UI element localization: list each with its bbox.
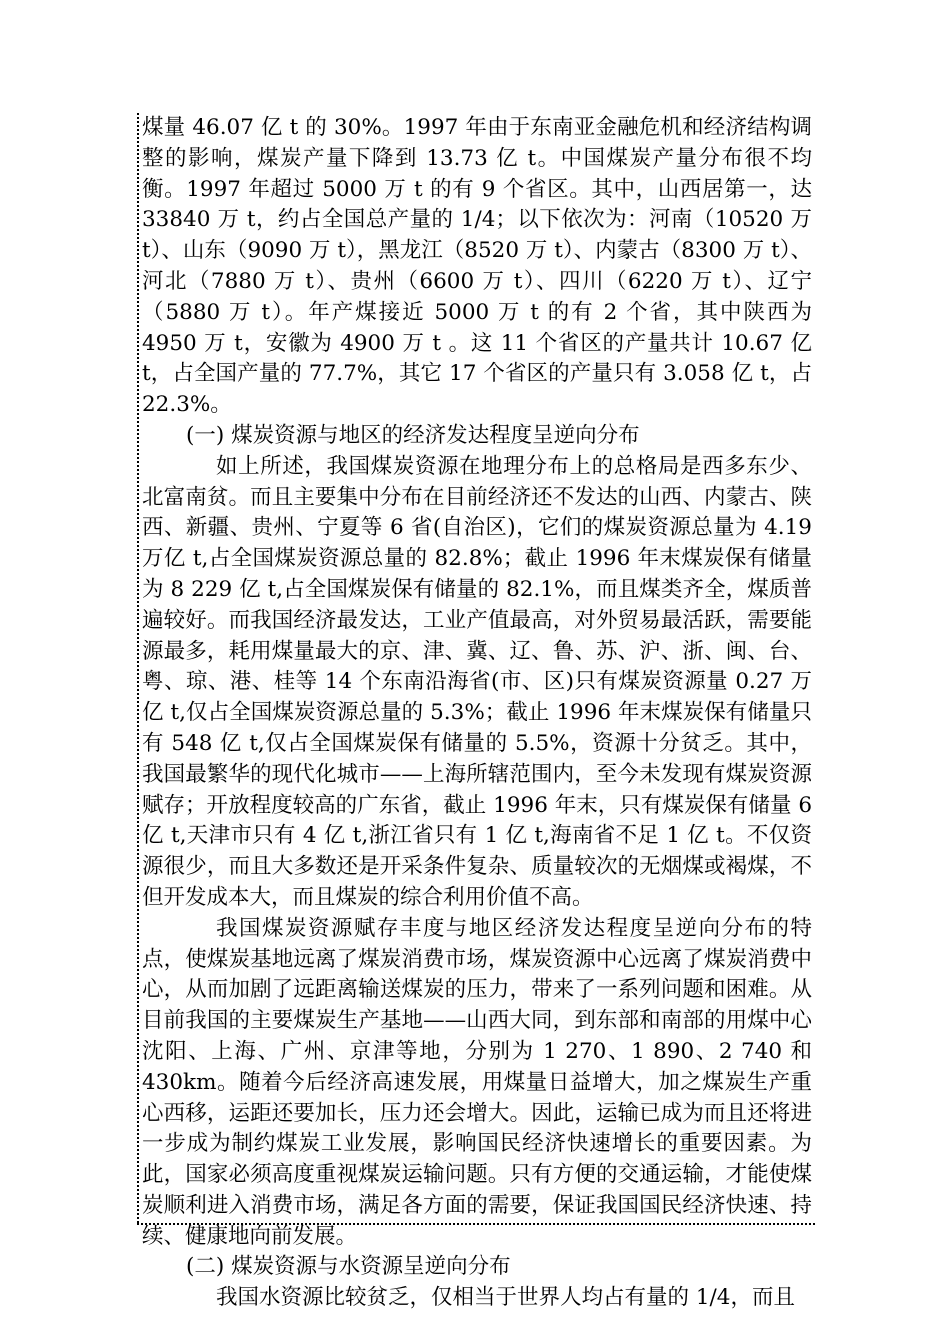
section-heading-water-distribution: (二) 煤炭资源与水资源呈逆向分布 xyxy=(186,1254,511,1280)
dotted-left-border xyxy=(137,113,139,1223)
paragraph-water-resources: 我国水资源比较贫乏，仅相当于世界人均占有量的 1/4，而且 xyxy=(216,1285,795,1311)
paragraph-coal-production: 煤量 46.07 亿 t 的 30%。1997 年由于东南亚金融危机和经济结构调整的影响，煤炭产量下降到 13.73 亿 t。中国煤炭产量分布很不均衡。1997 年超过 5000 万 t 的有 9 个省区。其中，山西居第一，达 33840 万 t，约占全国总产量的 1/4；以下依次为：河南（10520 万 t）、山东（9090 万 t），黑龙江（8520 万 t）、内蒙古（8300 万 t）、河北（7880 万 t）、贵州（6600 万 t）、四川（6220 万 t）、辽宁（5880 万 t）。年产煤接近 5000 万 t 的有 2 个省，其中陕西为 4950 万 t，安徽为 4900 万 t 。这 11 个省区的产量共计 10.67 亿 t，占全国产量的 77.7%，其它 17 个省区的产量只有 3.058 亿 t，占 22.3%。 xyxy=(142,115,812,418)
paragraph-transport-pressure: 我国煤炭资源赋存丰度与地区经济发达程度呈逆向分布的特点，使煤炭基地远离了煤炭消费市场，煤炭资源中心远离了煤炭消费中心，从而加剧了远距离输送煤炭的压力，带来了一系列问题和困难。从目前我国的主要煤炭生产基地——山西大同，到东部和南部的用煤中心沈阳、上海、广州、京津等地，分别为 1 270、1 890、2 740 和 430km。随着今后经济高速发展，用煤量日益增大，加之煤炭生产重心西移，运距还要加长，压力还会增大。因此，运输已成为而且还将进一步成为制约煤炭工业发展，影响国民经济快速增长的重要因素。为此，国家必须高度重视煤炭运输问题。只有方便的交通运输，才能使煤炭顺利进入消费市场，满足各方面的需要，保证我国国民经济快速、持续、健康地向前发展。 xyxy=(142,915,812,1249)
paragraph-resource-distribution: 如上所述，我国煤炭资源在地理分布上的总格局是西多东少、北富南贫。而且主要集中分布在目前经济还不发达的山西、内蒙古、陕西、新疆、贵州、宁夏等 6 省(自治区)，它们的煤炭资源总量为 4.19 万亿 t,占全国煤炭资源总量的 82.8%；截止 1996 年末煤炭保有储量为 8 229 亿 t,占全国煤炭保有储量的 82.1%，而且煤类齐全，煤质普遍较好。而我国经济最发达，工业产值最高，对外贸易最活跃，需要能源最多，耗用煤量最大的京、津、冀、辽、鲁、苏、沪、浙、闽、台、粤、琼、港、桂等 14 个东南沿海省(市、区)只有煤炭资源量 0.27 万亿 t,仅占全国煤炭资源总量的 5.3%；截止 1996 年末煤炭保有储量只有 548 亿 t,仅占全国煤炭保有储量的 5.5%，资源十分贫乏。其中，我国最繁华的现代化城市——上海所辖范围内，至今未发现有煤炭资源赋存；开放程度较高的广东省，截止 1996 年末，只有煤炭保有储量 6 亿 t,天津市只有 4 亿 t,浙江省只有 1 亿 t,海南省不足 1 亿 t。不仅资源很少，而且大多数还是开采条件复杂、质量较次的无烟煤或褐煤，不但开发成本大，而且煤炭的综合利用价值不高。 xyxy=(142,453,812,910)
section-heading-economic-distribution: (一) 煤炭资源与地区的经济发达程度呈逆向分布 xyxy=(186,422,640,448)
document-body xyxy=(142,113,812,1314)
